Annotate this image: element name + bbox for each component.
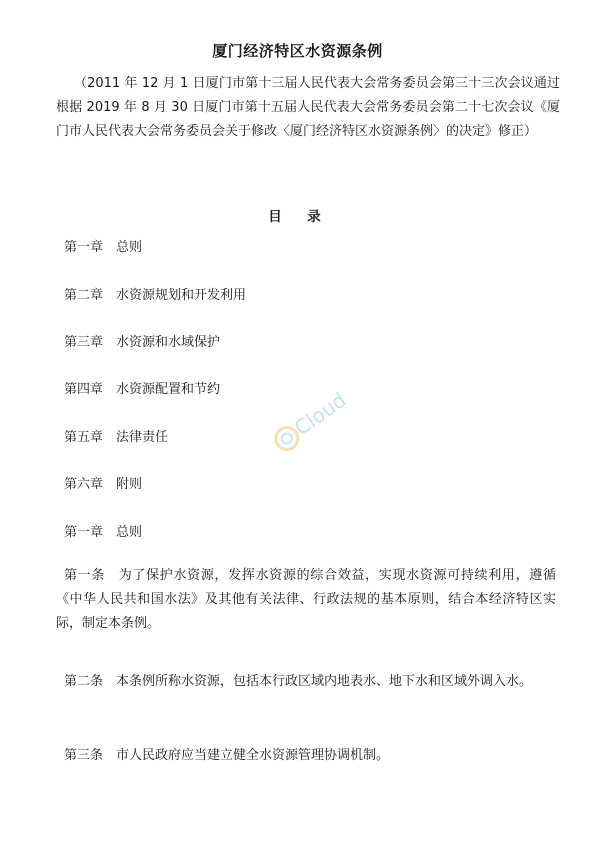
toc-item-chapter-1: 第一章 总则: [64, 240, 143, 255]
article-2: 第二条 本条例所称水资源，包括本行政区域内地表水、地下水和区域外调入水。: [64, 674, 533, 689]
toc-item-chapter-4: 第四章 水资源配置和节约: [64, 382, 221, 397]
preamble-text: （2011 年 12 月 1 日厦门市第十三届人民代表大会常务委员会第三十三次会议通过 根据 2019 年 8 月 30 日厦门市第十五届人民代表大会常务委员会第二十七次会议《厦门市人民代表大会常务委员会关于修改〈厦门经济特区水资源条例〉的决定》修正）: [56, 76, 574, 139]
toc-item-chapter-3: 第三章 水资源和水域保护: [64, 335, 221, 350]
document-title: 厦门经济特区水资源条例: [212, 42, 383, 60]
toc-item-chapter-2: 第二章 水资源规划和开发利用: [64, 288, 247, 303]
cloud-watermark-logo: [258, 375, 358, 465]
toc-item-chapter-5: 第五章 法律责任: [64, 430, 169, 445]
toc-heading: 目 录: [268, 209, 327, 225]
article-1: 第一条 为了保护水资源，发挥水资源的综合效益，实现水资源可持续利用，遵循《中华人民共和国水法》及其他有关法律、行政法规的基本原则，结合本经济特区实际，制定本条例。: [56, 568, 556, 631]
toc-item-chapter-6: 第六章 附则: [64, 477, 143, 492]
chapter-heading: 第一章 总则: [64, 525, 143, 540]
article-3: 第三条 市人民政府应当建立健全水资源管理协调机制。: [64, 748, 390, 763]
watermark-text: Cloud: [289, 387, 351, 441]
